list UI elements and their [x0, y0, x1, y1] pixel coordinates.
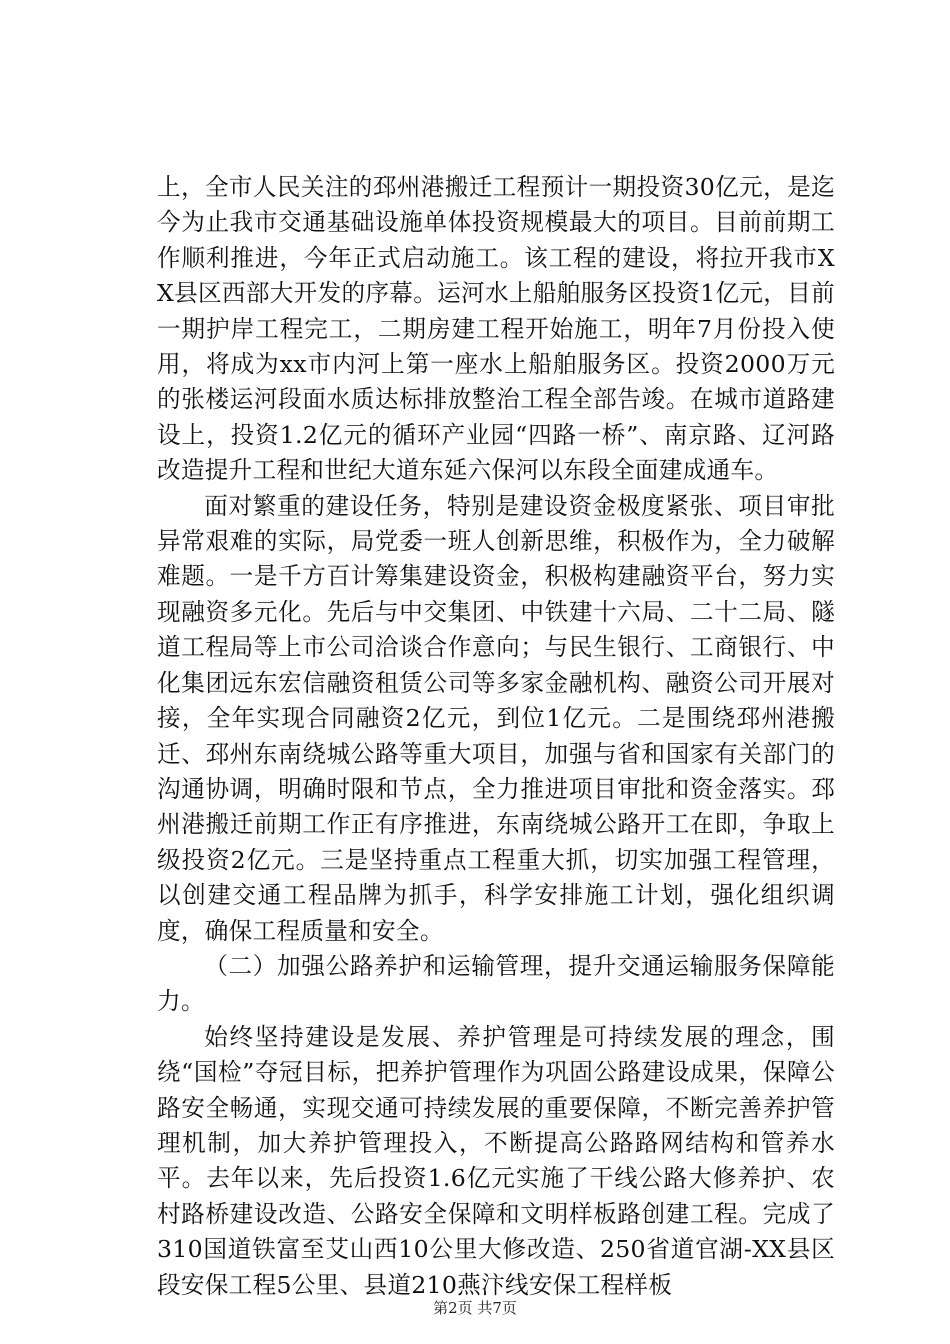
paragraph-maintenance: 始终坚持建设是发展、养护管理是可持续发展的理念，围绕“国检”夺冠目标，把养护管理作为巩固公路建设成果，保障公路安全畅通，实现交通可持续发展的重要保障，不断完善养护管理机制，加大养护管理投入，不断提高公路路网结构和管养水平。去年以来，先后投资1.6亿元实施了干线公路大修养护、农村路桥建设改造、公路安全保障和文明样板路创建工程。完成了310国道铁富至艾山西10公里大修改造、250省道官湖-XX县区段安保工程5公里、县道210燕汴线安保工程样板 [157, 1022, 835, 1299]
paragraph-continuation: 上，全市人民关注的邳州港搬迁工程预计一期投资30亿元，是迄今为止我市交通基础设施单体投资规模最大的项目。目前前期工作顺利推进，今年正式启动施工。该工程的建设，将拉开我市XX县区西部大开发的序幕。运河水上船舶服务区投资1亿元，目前一期护岸工程完工，二期房建工程开始施工，明年7月份投入使用，将成为xx市内河上第一座水上船舶服务区。投资2000万元的张楼运河段面水质达标排放整治工程全部告竣。在城市道路建设上，投资1.2亿元的循环产业园“四路一桥”、南京路、辽河路改造提升工程和世纪大道东延六保河以东段全面建成通车。 [157, 173, 835, 485]
paragraph-funding: 面对繁重的建设任务，特别是建设资金极度紧张、项目审批异常艰难的实际，局党委一班人创新思维，积极作为，全力破解难题。一是千方百计筹集建设资金，积极构建融资平台，努力实现融资多元化。先后与中交集团、中铁建十六局、二十二局、隧道工程局等上市公司洽谈合作意向；与民生银行、工商银行、中化集团远东宏信融资租赁公司等多家金融机构、融资公司开展对接，全年实现合同融资2亿元，到位1亿元。二是围绕邳州港搬迁、邳州东南绕城公路等重大项目，加强与省和国家有关部门的沟通协调，明确时限和节点，全力推进项目审批和资金落实。邳州港搬迁前期工作正有序推进，东南绕城公路开工在即，争取上级投资2亿元。三是坚持重点工程重大抓，切实加强工程管理，以创建交通工程品牌为抓手，科学安排施工计划，强化组织调度，确保工程质量和安全。 [157, 491, 835, 945]
body-text [157, 170, 835, 1303]
section-heading-2: （二）加强公路养护和运输管理，提升交通运输服务保障能力。 [157, 951, 835, 1016]
page-footer: 第2页 共7页 [433, 1299, 517, 1317]
